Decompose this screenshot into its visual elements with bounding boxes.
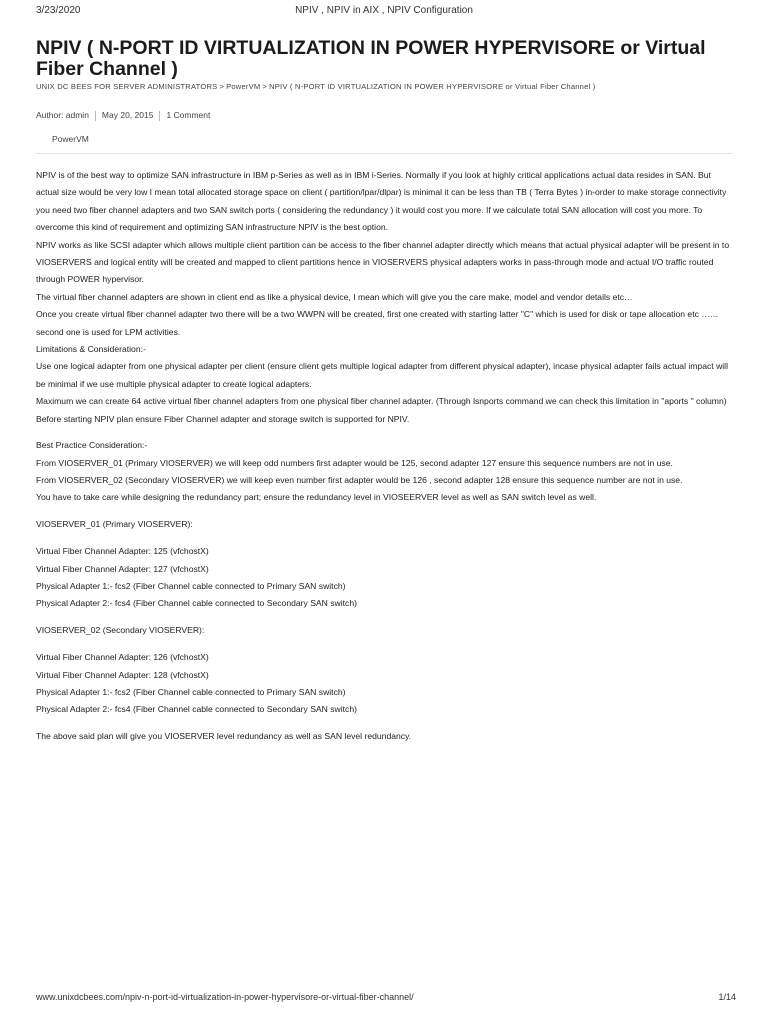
print-document-title: NPIV , NPIV in AIX , NPIV Configuration	[295, 5, 473, 16]
paragraph: Before starting NPIV plan ensure Fiber Channel adapter and storage switch is supported for NPIV.	[36, 413, 410, 424]
breadcrumb-separator: >	[262, 82, 268, 91]
print-date: 3/23/2020	[36, 5, 81, 16]
article-content	[36, 167, 736, 746]
page-number: 1/14	[718, 992, 736, 1002]
paragraph: Use one logical adapter from one physical adapter per client (ensure client gets multiple logical adapter from different physical adapter), incase physical adapter fails actual impact will be minimal if we use multiple physical adapter to create logical adapters.	[36, 361, 728, 389]
page-title: NPIV ( N-PORT ID VIRTUALIZATION IN POWER HYPERVISORE or Virtual Fiber Channel )	[36, 37, 706, 80]
paragraph: Maximum we can create 64 active virtual fiber channel adapters from one physical fiber channel adapter. (Through lsnports command we can check this limitation in "aports " column)	[36, 396, 727, 407]
paragraph: You have to take care while designing the redundancy part; ensure the redundancy level in VIOSEERVER level as well as SAN switch level as well.	[36, 492, 597, 503]
config-line: Physical Adapter 1:- fcs2 (Fiber Channel cable connected to Primary SAN switch)	[36, 686, 346, 697]
limitations-heading: Limitations & Consideration:-	[36, 344, 146, 355]
post-meta	[36, 110, 210, 121]
breadcrumb-separator: >	[219, 82, 225, 91]
vios2-heading: VIOSERVER_02 (Secondary VIOSERVER):	[36, 625, 205, 636]
config-line: Physical Adapter 1:- fcs2 (Fiber Channel cable connected to Primary SAN switch)	[36, 580, 346, 591]
category-box	[36, 127, 732, 154]
config-line: Virtual Fiber Channel Adapter: 128 (vfchostX)	[36, 669, 209, 680]
config-line: Physical Adapter 2:- fcs4 (Fiber Channel cable connected to Secondary SAN switch)	[36, 704, 357, 715]
breadcrumb-category-link[interactable]: PowerVM	[226, 82, 261, 91]
config-line: Virtual Fiber Channel Adapter: 125 (vfchostX)	[36, 546, 209, 557]
category-link[interactable]: PowerVM	[52, 134, 89, 144]
print-header	[0, 0, 768, 20]
breadcrumb-home-link[interactable]: UNIX DC BEES FOR SERVER ADMINISTRATORS	[36, 82, 218, 91]
print-footer	[0, 992, 768, 1012]
comments-link[interactable]: 1 Comment	[166, 110, 211, 120]
meta-divider	[159, 111, 160, 121]
paragraph: From VIOSERVER_02 (Secondary VIOSERVER) we will keep even number first adapter would be 126 , second adapter 128 ensure this sequence number are not in use.	[36, 474, 683, 485]
config-line: Virtual Fiber Channel Adapter: 127 (vfchostX)	[36, 563, 209, 574]
print-url: www.unixdcbees.com/npiv-n-port-id-virtualization-in-power-hypervisore-or-virtual-fiber-channel/	[36, 992, 414, 1002]
post-date: May 20, 2015	[101, 110, 154, 120]
meta-divider	[95, 111, 96, 121]
paragraph: The virtual fiber channel adapters are shown in client end as like a physical device, I mean which will give you the care make, model and vendor details etc…	[36, 291, 633, 302]
breadcrumb	[36, 82, 736, 91]
config-line: Virtual Fiber Channel Adapter: 126 (vfchostX)	[36, 652, 209, 663]
paragraph: NPIV is of the best way to optimize SAN infrastructure in IBM p-Series as well as in IBM i-Series. Normally if you look at highly critical applications actual data resides in SAN. But actual size would be very low I mean total allocated storage space on client ( partition/lpar/dlpar) is minimal it can be less than TB ( Terra Bytes ) in-order to make storage connectivity you need two fiber channel adapters and two SAN switch ports ( considering the redundancy ) it would cost you more. If we calculate total SAN allocation will cost you more. To overcome this kind of requirement and optimizing SAN infrastructure NPIV is the best option.	[36, 170, 727, 233]
paragraph: Once you create virtual fiber channel adapter two there will be a two WWPN will be created, first one created with starting latter "C" which is used for disk or tape allocation etc …… second one is used for LPM activities.	[36, 309, 719, 337]
paragraph: From VIOSERVER_01 (Primary VIOSERVER) we will keep odd numbers first adapter would be 125, second adapter 127 ensure this sequence numbers are not in use.	[36, 457, 673, 468]
vios1-heading: VIOSERVER_01 (Primary VIOSERVER):	[36, 519, 193, 530]
post-author: Author: admin	[36, 110, 89, 120]
breadcrumb-current: NPIV ( N-PORT ID VIRTUALIZATION IN POWER HYPERVISORE or Virtual Fiber Channel )	[269, 82, 596, 91]
paragraph: NPIV works as like SCSI adapter which allows multiple client partition can be access to the fiber channel adapter directly which means that actual physical adapter will be present in to VIOSERVERS and logical entity will be created and mapped to client partitions hence in VIOSERVERS physical adapters works in pass-through mode and actual I/O traffic routed through POWER hypervisor.	[36, 239, 730, 285]
config-line: Physical Adapter 2:- fcs4 (Fiber Channel cable connected to Secondary SAN switch)	[36, 598, 357, 609]
conclusion: The above said plan will give you VIOSERVER level redundancy as well as SAN level redundancy.	[36, 731, 412, 742]
best-practice-heading: Best Practice Consideration:-	[36, 440, 148, 451]
